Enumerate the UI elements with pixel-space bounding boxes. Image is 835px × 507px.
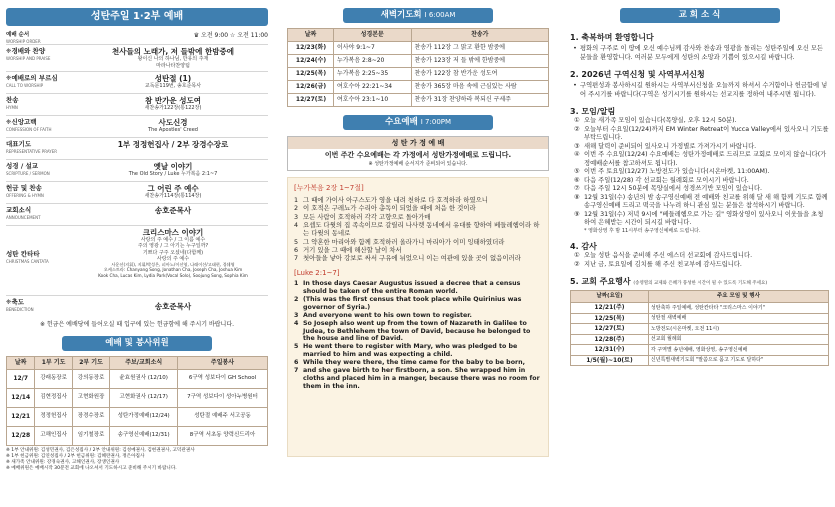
verse-text: So Joseph also went up from the town of Nazareth in Galilee to Judea, to Bethlehem the town of David, because he belonged to the house and line of David.	[303, 319, 531, 343]
table-cell: 12/26(금)	[288, 80, 334, 93]
worship-order-row	[6, 203, 268, 225]
table-row	[288, 54, 549, 67]
cantata-label: 성탄 칸타타	[6, 249, 40, 258]
table-cell: 12/21	[7, 407, 35, 426]
table-cell: 찬송가 123장 저 들 밖에 한밤중에	[411, 54, 548, 67]
family-worship-box	[287, 136, 549, 172]
item-number: ①	[574, 117, 580, 124]
benediction-label-en: BENEDICTION	[6, 306, 34, 312]
order-label: 예배 순서	[6, 32, 30, 38]
verse-text: And everyone went to his own town to register.	[303, 311, 472, 319]
item-text: 오늘 성탄 음식을 준비해 주신 에스더 선교회에 감사드립니다.	[584, 252, 753, 260]
table-row	[571, 355, 829, 366]
worship-order-content	[78, 162, 268, 179]
verse-number: 6	[294, 358, 299, 366]
verse-number: 7	[294, 254, 299, 263]
item-text: 이번 주 수요일(12/24) 수요예배는 성탄가정예배로 드리므로 교회로 모이지 않습니다(가정예배순서를 참고하셔도 됩니다).	[584, 151, 827, 167]
worship-order-label	[6, 206, 78, 223]
worship-order-content	[78, 118, 268, 135]
verse-line	[294, 280, 542, 296]
verse-text: and she gave birth to her firstborn, a son. She wrapped him in cloths and placed him in a manger, because there was no room for them in the inn.	[303, 366, 540, 390]
table-cell: 누가복음 2:25~35	[333, 67, 411, 80]
table-cell: 노방전도(시온마켓, 오전 11시)	[648, 324, 828, 335]
item-number: ④	[574, 151, 580, 158]
table-cell: 12/28(주)	[571, 334, 649, 345]
table-cell: 선교회 월례회	[648, 334, 828, 345]
service-banner: 예배 및 봉사위원	[62, 336, 212, 351]
section-welcome-title: 1. 축복하며 환영합니다	[570, 33, 654, 42]
family-worship-text: 이번 주간 수요예배는 각 가정에서 성탄가정예배로 드립니다.	[324, 151, 512, 160]
order-item-detail: 새찬송가114장(통114장)	[144, 193, 202, 200]
table-row	[288, 80, 549, 93]
wednesday-time: I 7:00PM	[420, 117, 452, 126]
verse-text: He went there to register with Mary, who was pledged to be married to him and was expecting a child.	[303, 343, 518, 359]
table-row	[7, 426, 268, 445]
item-text: 다음 주일 12시 50분에 목양실에서 성경쓰기반 모임이 있습니다.	[584, 185, 763, 192]
meetings-list	[570, 117, 829, 228]
events-table	[570, 290, 829, 366]
verse-number: 1	[294, 196, 299, 204]
benediction-row	[6, 295, 268, 317]
verse-number: 4	[294, 319, 299, 327]
order-label-en: WORSHIP ORDER	[6, 38, 41, 44]
verse-line	[294, 312, 542, 320]
dawn-prayer-time: I 6:00AM	[424, 11, 456, 19]
table-cell: 12/24(수)	[288, 54, 334, 67]
worship-order-content	[78, 74, 268, 91]
worship-order-row	[6, 44, 268, 71]
worship-order-content	[78, 184, 268, 201]
worship-order-row	[6, 181, 268, 203]
dawn-prayer-title: 새벽기도회	[380, 10, 422, 20]
cantata-credits: 사운선(지휘), 지휘/박성은, 피아노/이선영, 나래이션/고태현, 경쉐영	[111, 262, 235, 268]
order-item-title: ❈예배로의 부르심	[6, 73, 58, 82]
table-cell: 윤효원권사 (12/10)	[110, 369, 178, 388]
verse-number: 5	[294, 237, 299, 246]
table-cell: 송구영신예배(12/31)	[110, 426, 178, 445]
table-row	[571, 345, 829, 356]
table-cell: 1/5(월)~10(토)	[571, 355, 649, 366]
table-cell: 장경수장로	[72, 407, 109, 426]
verse-number: 7	[294, 366, 299, 374]
item-number: ⑧	[574, 193, 580, 201]
order-item-detail: 참 반가운 성도여	[145, 95, 201, 105]
verse-line	[294, 213, 542, 221]
order-item-detail: 천사들의 노래가, 저 들밖에 한밤중에	[112, 46, 234, 56]
worship-column	[0, 0, 274, 507]
order-item-title: ❈경배와 찬양	[6, 46, 46, 55]
table-cell: 12/7	[7, 369, 35, 388]
service-note: ※ 예배위원은 예배시작 30분전 교회에 나오셔서 기도하시고 준비해 주시기 바랍니다.	[6, 466, 177, 472]
order-item-title-en: ANNOUNCEMENT	[6, 214, 41, 220]
service-note: ※ 새가족 안내위원: 강경숙권사, 고해인권사, 장생인권사	[6, 460, 120, 466]
order-item-detail: The Old Story / Luke 누가복음 2:1~7	[128, 171, 218, 178]
item-number: ⑦	[574, 185, 580, 192]
thanks-list	[570, 252, 829, 269]
table-cell: 강래동장로	[35, 369, 72, 388]
table-row	[571, 303, 829, 314]
item-text: 새해 달력이 준비되어 있사오니 가정별로 가져가시기 바랍니다.	[584, 142, 757, 150]
worship-order-header	[6, 32, 268, 44]
table-cell: 고현화권사 (12/17)	[110, 388, 178, 407]
cantata-credits: Kook Cha, Lucas Kim, Lydia Park(Vocal Solo), Soojung Song, Sophia Kim	[98, 272, 248, 278]
verse-line	[294, 359, 542, 367]
item-number: ③	[574, 142, 580, 150]
numbered-item	[574, 194, 829, 211]
events-note: (송영열의 교제와 은혜가 풍성한 시간이 될 수 있도록 기도해 주세요)	[633, 281, 768, 287]
order-item-title-en: CALL TO WORSHIP	[6, 82, 44, 88]
verse-text: (This was the first census that took place while Quirinius was governor of Syria.)	[303, 296, 522, 311]
verse-number: 4	[294, 220, 299, 229]
verse-text: 첫아들을 낳아 강보로 싸서 구유에 뉘었으니 이는 여관에 있을 곳이 없음이러라	[303, 254, 521, 263]
order-item-title: 헌금 및 찬송	[6, 183, 42, 192]
meetings-subnote: * 영화상영 후 밤 11시부터 송구영신예배로 드립니다.	[584, 227, 701, 234]
verse-number: 5	[294, 343, 299, 351]
bullet-icon: •	[573, 82, 577, 89]
worship-order-label	[6, 140, 78, 157]
item-number: ①	[574, 252, 580, 260]
numbered-item	[574, 261, 829, 270]
section-registration-title: 2. 2026년 구역신청 및 사역부서신청	[570, 70, 705, 79]
verse-number: 2	[294, 204, 299, 213]
order-item-title-en: WORSHIP AND PRAISE	[6, 56, 51, 61]
table-row	[288, 67, 549, 80]
worship-order-label	[6, 162, 78, 179]
worship-order-list	[6, 44, 268, 225]
numbered-item	[574, 126, 829, 143]
news-banner: 교 회 소 식	[620, 8, 780, 23]
table-cell: 8구역 서초동 양력신드리아	[178, 426, 268, 445]
verse-text: 요셉도 다윗의 집 족속이므로 갈릴리 나사렛 동네에서 유대를 향하여 베들레헴이라 하는 다윗의 동네로	[303, 220, 540, 238]
verse-number: 1	[294, 280, 299, 288]
table-cell: 7구역 성보다이 성아누병원터	[178, 388, 268, 407]
table-cell: 12/28	[7, 426, 35, 445]
item-number: ⑥	[574, 176, 580, 184]
table-cell: 정정헌집사	[35, 407, 72, 426]
table-header-cell: 찬송가	[411, 29, 548, 42]
section-thanks-title: 4. 감사	[570, 242, 597, 252]
verse-line	[294, 238, 542, 246]
wednesday-banner	[343, 115, 493, 130]
worship-banner: 성탄주일 1·2부 예배	[6, 8, 268, 26]
offering-note: ※ 헌금은 예배당에 들어오실 때 입구에 있는 헌금함에 해 주시기 바랍니다.	[39, 320, 235, 328]
table-row	[571, 313, 829, 324]
verses-ko	[294, 196, 542, 263]
cantata-line: 사랑의 주 예수	[156, 255, 190, 262]
table-header-cell: 주요 모임 및 행사	[648, 291, 828, 303]
verse-line	[294, 367, 542, 391]
service-table	[6, 356, 268, 446]
verse-line	[294, 204, 542, 212]
table-cell: 고해인집사	[35, 426, 72, 445]
service-times: ♛ 오전 9:00 ☆ 오전 11:00	[193, 32, 268, 39]
table-cell: 찬송가 122장 참 반가운 성도여	[411, 67, 548, 80]
verse-line	[294, 320, 542, 344]
section-events-title: 5. 교회 주요행사 (송영열의 교제와 은혜가 풍성한 시간이 될 수 있도록 기도해 주세요)	[570, 277, 768, 287]
verse-text: 거기 있을 그 때에 해산할 날이 차서	[303, 245, 402, 254]
welcome-item: • 평화의 구주로 이 땅에 오신 예수님께 감사와 찬송과 영광을 돌리는 성탄주일에 오신 모든 분들을 환영합니다. 여러분 모두에게 성탄의 소망과 기쁨이 있으시길 바랍니다.	[570, 45, 829, 62]
order-item-detail: 사도신경	[158, 117, 188, 127]
order-item-detail: 교독문119번, 송호준목사	[144, 83, 202, 90]
cantata-title: 크리스마스 이야기	[142, 227, 204, 237]
table-cell: 6구역 성보다이 GH School	[178, 369, 268, 388]
table-cell: 찬송가 365장 마음 속에 근심있는 사람	[411, 80, 548, 93]
order-item-title-en: CONFESSION OF FAITH	[6, 126, 52, 132]
table-header-cell: 주보/교회소식	[110, 357, 178, 370]
worship-order-row	[6, 115, 268, 137]
table-cell: 여호수아 22:21~34	[333, 80, 411, 93]
verse-line	[294, 343, 542, 359]
table-header-cell: 날짜	[288, 29, 334, 42]
worship-order-content	[78, 96, 268, 113]
order-item-title-en: OFFERING & HYMN	[6, 192, 44, 198]
section-meetings-title: 3. 모임/알림	[570, 107, 616, 116]
table-row	[571, 324, 829, 335]
order-item-title: 성경 / 설교	[6, 161, 39, 170]
table-cell: 찬송가 112장 그 맑고 환한 밤중에	[411, 41, 548, 54]
order-item-title: ❈신앙고백	[6, 117, 37, 126]
scripture-box	[287, 177, 549, 457]
table-cell: 12/31(수)	[571, 345, 649, 356]
table-row	[288, 93, 549, 106]
numbered-item	[574, 252, 829, 261]
verse-text: 이 호적은 구레뇨가 수리아 총독이 되었을 때에 처음 한 것이라	[303, 204, 476, 213]
registration-item: • 구역편성과 봉사하시길 원하시는 사역부서신청을 오늘까지 하셔서 수거함이나 헌금함에 넣어 주시기를 바랍니다(구역은 성기시기를 원하시는 선교지를 정하여 내주시면 됩니다).	[570, 82, 829, 99]
item-text: 12월 31일(수) 저녁 9시에 "베들레헴으로 가는 길" 영화상영이 있사오니 이웃들을 초청하여 은혜받는 시간이 되시길 바랍니다.	[584, 210, 824, 226]
worship-order-content	[78, 47, 268, 69]
verse-text: 모든 사람이 호적하러 각각 고향으로 돌아가매	[303, 212, 431, 221]
table-cell: 신년특별새벽기도회 "말씀으로 몸고 기도로 달하다"	[648, 355, 828, 366]
verse-text: 그 약혼한 마리아와 함께 호적하러 올라가니 마리아가 이미 잉태하였더라	[303, 237, 505, 246]
order-item-detail: The Apostles' Creed	[148, 127, 198, 134]
numbered-item	[574, 143, 829, 152]
order-item-title-en: SCRIPTURE / SERMON	[6, 170, 50, 176]
table-row	[7, 369, 268, 388]
table-header-cell: 성경본문	[333, 29, 411, 42]
worship-order-label	[6, 74, 78, 91]
table-cell: 12/27(토)	[288, 93, 334, 106]
worship-order-label	[6, 184, 78, 201]
order-item-detail: 1부 정정헌집사 / 2부 장경수장로	[117, 139, 229, 149]
verse-number: 3	[294, 212, 299, 221]
table-header-cell: 1부 기도	[35, 357, 72, 370]
worship-order-row	[6, 71, 268, 93]
verses-en	[294, 280, 542, 390]
order-item-title-en: HYMN	[6, 104, 18, 110]
verse-text: 그 때에 가이사 아구스도가 영을 내려 천하로 다 호적하라 하였으니	[303, 196, 488, 204]
table-row	[7, 388, 268, 407]
worship-order-content	[78, 140, 268, 157]
order-item-detail: 마라나타찬양팀	[156, 62, 190, 69]
numbered-item	[574, 117, 829, 126]
table-cell: 성탄절 새벽예배	[648, 313, 828, 324]
item-number: ⑤	[574, 168, 580, 175]
table-cell: 12/27(토)	[571, 324, 649, 335]
order-item-title: 대표기도	[6, 139, 32, 148]
worship-order-row	[6, 137, 268, 159]
bullet-icon: •	[573, 45, 577, 52]
family-worship-note: ※ 성탄가정예배 순서지가 준비되어 있습니다.	[368, 161, 468, 167]
verse-number: 6	[294, 245, 299, 254]
numbered-item	[574, 151, 829, 168]
worship-order-label	[6, 118, 78, 135]
benediction-label: ❈축도	[6, 297, 25, 306]
item-text: 12월 31일(수) 송년의 밤 송구영신예배 전 예배와 친교를 위해 달 새 해 함께 기도로 함께 송구영신예배 드리고 떡국을 나누려 하니 관심 있는 분들은 참석하시기 바랍니다.	[584, 193, 828, 209]
prayer-column	[281, 0, 555, 507]
cantata-row	[6, 225, 268, 295]
table-cell: 12/25(목)	[288, 67, 334, 80]
table-cell: 12/14	[7, 388, 35, 407]
table-cell: 이사야 9:1~7	[333, 41, 411, 54]
worship-order-label	[6, 96, 78, 113]
table-cell: 성탄축하 주일예배, 성탄칸타타 "크리스마스 이야기"	[648, 303, 828, 314]
worship-order-content	[78, 206, 268, 223]
benediction-leader: 송호준목사	[154, 301, 192, 311]
service-note: ※ 1부 안내위원: 김성민권사, 김은성집사 / 2부 안내위원: 김성예권사, 김현권권사, 고덕관권사	[6, 447, 195, 453]
item-number: ②	[574, 125, 580, 133]
item-text: 이번 주 토요일(12/27) 노방전도가 있습니다(시온마켓, 11:00AM).	[584, 168, 770, 175]
order-item-detail: 그 어린 주 예수	[147, 183, 199, 193]
wednesday-title: 수요예배	[384, 116, 418, 127]
table-header-cell: 2부 기도	[72, 357, 109, 370]
item-text: 오늘부터 수요일(12/24)까지 EM Winter Retreat이 Yucca Valley에서 있사오니 기도를 부탁드립니다.	[584, 125, 829, 141]
order-item-detail: 송호준목사	[154, 205, 192, 215]
worship-order-row	[6, 159, 268, 181]
item-text: 지난 금, 토요일에 김치를 해 주신 친교부에 감사드립니다.	[584, 260, 742, 268]
news-column	[562, 0, 835, 507]
order-item-detail: 왕이신 나의 하나님, 만유의 주재	[137, 56, 209, 63]
order-item-title: 찬송	[6, 95, 19, 104]
table-cell: 고현화원장	[72, 388, 109, 407]
worship-order-label	[6, 47, 78, 69]
cantata-line: 사랑의 주 예수 / 그 이름 예수	[140, 237, 206, 244]
table-cell: 12/25(목)	[571, 313, 649, 324]
family-worship-title: 성 탄 가 정 예 배	[288, 137, 548, 150]
order-item-detail: 옛날 이야기	[153, 161, 193, 171]
order-item-title-en: REPRESENTATIVE PRAYER	[6, 148, 58, 154]
verse-number: 2	[294, 296, 299, 304]
table-cell: 찬송가 31장 찬양하라 복되신 구세주	[411, 93, 548, 106]
cantata-line: 기쁘다 구주 오셨네(다함께)	[142, 249, 204, 256]
numbered-item	[574, 211, 829, 228]
table-cell: 임기철장로	[72, 426, 109, 445]
scripture-ref-en: [Luke 2:1~7]	[294, 268, 340, 277]
table-cell: 성탄가정예배(12/24)	[110, 407, 178, 426]
table-header-cell: 날짜(요일)	[571, 291, 649, 303]
table-header-cell: 주일봉사	[178, 357, 268, 370]
numbered-item	[574, 185, 829, 194]
dawn-prayer-table	[287, 28, 549, 107]
numbered-item	[574, 177, 829, 186]
table-cell: 누가복음 2:8~20	[333, 54, 411, 67]
table-cell: 성탄절 예배주 서고공동	[178, 407, 268, 426]
worship-order-row	[6, 93, 268, 115]
verse-line	[294, 254, 542, 262]
table-header-cell: 날짜	[7, 357, 35, 370]
table-cell: 각 구역별 송년예배, 영화상영, 송구영신예배	[648, 345, 828, 356]
cantata-line: 주의 영광 / 그 아기는 누구일까?	[137, 243, 209, 250]
verse-text: In those days Caesar Augustus issued a decree that a census should be taken of the entire Roman world.	[303, 280, 521, 296]
table-row	[288, 41, 549, 54]
service-note: ※ 1부 헌금위원: 김연성집사 / 2부 헌금위원: 김혜란권사, 정은아집사	[6, 453, 145, 459]
service-notes	[6, 448, 268, 473]
verse-text: While they were there, the time came for the baby to be born,	[303, 358, 525, 366]
table-cell: 12/23(화)	[288, 41, 334, 54]
item-text: 다음 주일(12/28) 각 선교회는 월례회로 모이시기 바랍니다.	[584, 176, 749, 184]
table-row	[7, 407, 268, 426]
order-item-detail: 성탄절 (1)	[154, 73, 192, 83]
item-text: 오늘 새가족 모임이 있습니다(목양실, 오후 12시 50분).	[584, 117, 737, 124]
numbered-item	[574, 168, 829, 177]
table-row	[571, 334, 829, 345]
item-number: ⑨	[574, 210, 580, 218]
verse-line	[294, 221, 542, 238]
table-cell: 김현정집사	[35, 388, 72, 407]
order-item-detail: 새찬송가122장(통122장)	[144, 105, 202, 112]
cantata-credits: 오케스트라: Chanyang Song, Jonathan Cha, Joseph Cha, Joshua Kim	[103, 267, 243, 273]
verse-line	[294, 296, 542, 312]
dawn-prayer-banner	[343, 8, 493, 23]
verse-number: 3	[294, 311, 299, 319]
cantata-label-en: CHRISTMAS CANTATA	[6, 258, 49, 264]
scripture-ref-ko: [누가복음 2장 1~7절]	[294, 184, 364, 193]
item-number: ②	[574, 260, 580, 268]
order-item-title: 교회소식	[6, 205, 32, 214]
table-cell: 강의동장로	[72, 369, 109, 388]
table-cell: 12/21(주)	[571, 303, 649, 314]
table-cell: 여호수아 23:1~10	[333, 93, 411, 106]
